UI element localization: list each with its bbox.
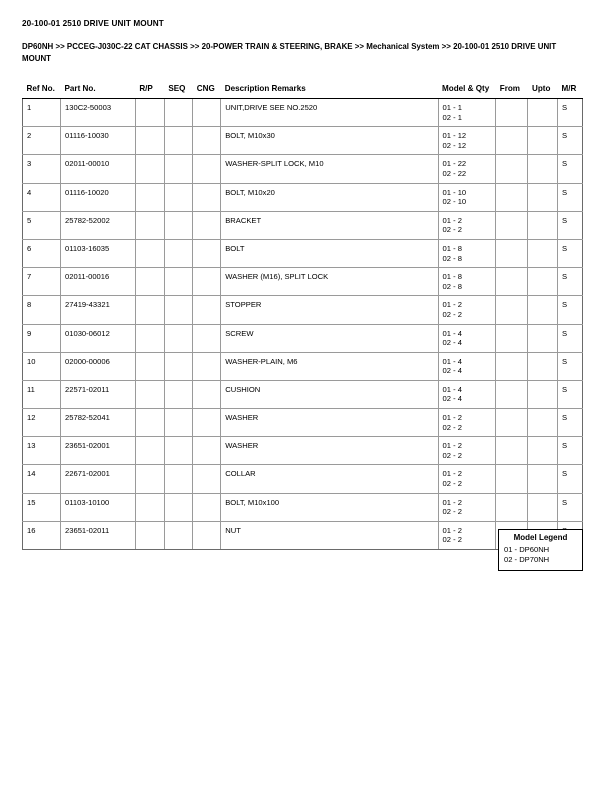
cell-mr: S [558, 409, 583, 437]
cell-ref-no: 16 [23, 521, 61, 549]
model-qty-line: 01 - 2 [442, 441, 462, 451]
cell-model-qty [438, 493, 496, 521]
cell-part-no: 25782-52002 [61, 211, 136, 239]
cell-cng [193, 239, 221, 267]
cell-rp [135, 268, 164, 296]
cell-rp [135, 437, 164, 465]
cell-from [496, 465, 528, 493]
cell-description: CUSHION [221, 380, 438, 408]
model-qty-line: 02 - 1 [442, 112, 462, 122]
cell-upto [528, 324, 558, 352]
cell-mr: S [558, 183, 583, 211]
cell-ref-no: 10 [23, 352, 61, 380]
cell-cng [193, 183, 221, 211]
cell-part-no: 130C2-50003 [61, 99, 136, 127]
cell-mr: S [558, 99, 583, 127]
cell-upto [528, 352, 558, 380]
cell-rp [135, 296, 164, 324]
cell-seq [164, 493, 192, 521]
cell-mr: S [558, 268, 583, 296]
cell-from [496, 324, 528, 352]
cell-from [496, 155, 528, 183]
cell-seq [164, 380, 192, 408]
cell-ref-no: 13 [23, 437, 61, 465]
cell-rp [135, 239, 164, 267]
cell-from [496, 409, 528, 437]
cell-ref-no: 14 [23, 465, 61, 493]
cell-seq [164, 211, 192, 239]
cell-ref-no: 2 [23, 127, 61, 155]
cell-mr: S [558, 239, 583, 267]
cell-ref-no: 5 [23, 211, 61, 239]
cell-from [496, 239, 528, 267]
table-row[interactable] [23, 239, 583, 267]
cell-cng [193, 465, 221, 493]
table-row[interactable] [23, 296, 583, 324]
model-qty-line: 01 - 2 [442, 469, 462, 479]
cell-model-qty [438, 155, 496, 183]
cell-from [496, 127, 528, 155]
column-header-cng: CNG [193, 84, 221, 99]
cell-upto [528, 127, 558, 155]
cell-description: WASHER [221, 409, 438, 437]
cell-from [496, 99, 528, 127]
model-qty-line: 01 - 12 [442, 131, 467, 141]
cell-description: NUT [221, 521, 438, 549]
cell-model-qty [438, 521, 496, 549]
cell-upto [528, 268, 558, 296]
cell-part-no: 01116-10020 [61, 183, 136, 211]
cell-description: WASHER-PLAIN, M6 [221, 352, 438, 380]
cell-rp [135, 465, 164, 493]
table-row[interactable] [23, 99, 583, 127]
cell-cng [193, 296, 221, 324]
cell-cng [193, 268, 221, 296]
cell-cng [193, 352, 221, 380]
model-qty-line: 02 - 12 [442, 140, 467, 150]
cell-upto [528, 465, 558, 493]
table-header-row [23, 84, 583, 99]
cell-ref-no: 9 [23, 324, 61, 352]
cell-ref-no: 7 [23, 268, 61, 296]
cell-model-qty [438, 409, 496, 437]
cell-ref-no: 8 [23, 296, 61, 324]
cell-upto [528, 155, 558, 183]
cell-upto [528, 99, 558, 127]
model-legend-entry: 02 - DP70NH [504, 555, 550, 564]
model-qty-line: 02 - 2 [442, 225, 462, 235]
table-row[interactable] [23, 409, 583, 437]
cell-upto [528, 211, 558, 239]
cell-model-qty [438, 465, 496, 493]
column-header-from: From [496, 84, 528, 99]
cell-cng [193, 155, 221, 183]
table-row[interactable] [23, 155, 583, 183]
cell-from [496, 493, 528, 521]
cell-from [496, 352, 528, 380]
table-row[interactable] [23, 352, 583, 380]
cell-ref-no: 15 [23, 493, 61, 521]
table-row[interactable] [23, 127, 583, 155]
model-qty-line: 02 - 2 [442, 507, 462, 517]
page-title: 20-100-01 2510 DRIVE UNIT MOUNT [22, 19, 164, 28]
cell-part-no: 01116-10030 [61, 127, 136, 155]
cell-description: BOLT [221, 239, 438, 267]
model-qty-line: 02 - 2 [442, 309, 462, 319]
cell-part-no: 01103-16035 [61, 239, 136, 267]
cell-upto [528, 493, 558, 521]
cell-cng [193, 380, 221, 408]
cell-model-qty [438, 437, 496, 465]
cell-upto [528, 409, 558, 437]
model-qty-line: 01 - 10 [442, 187, 467, 197]
cell-mr: S [558, 296, 583, 324]
cell-rp [135, 521, 164, 549]
column-header-mr: M/R [558, 84, 583, 99]
cell-upto [528, 380, 558, 408]
cell-from [496, 183, 528, 211]
cell-part-no: 02000-00006 [61, 352, 136, 380]
cell-from [496, 268, 528, 296]
cell-seq [164, 268, 192, 296]
cell-seq [164, 239, 192, 267]
cell-rp [135, 155, 164, 183]
cell-seq [164, 409, 192, 437]
cell-cng [193, 409, 221, 437]
cell-seq [164, 155, 192, 183]
table-row[interactable] [23, 465, 583, 493]
model-qty-line: 01 - 2 [442, 300, 462, 310]
cell-rp [135, 409, 164, 437]
cell-from [496, 437, 528, 465]
cell-rp [135, 380, 164, 408]
column-header-upto: Upto [528, 84, 558, 99]
cell-seq [164, 324, 192, 352]
cell-cng [193, 127, 221, 155]
table-row[interactable] [23, 183, 583, 211]
cell-rp [135, 211, 164, 239]
cell-description: BOLT, M10x30 [221, 127, 438, 155]
cell-part-no: 22671-02001 [61, 465, 136, 493]
model-qty-line: 01 - 4 [442, 356, 462, 366]
cell-part-no: 25782-52041 [61, 409, 136, 437]
model-legend-title: Model Legend [513, 533, 568, 542]
table-row[interactable] [23, 324, 583, 352]
model-qty-line: 02 - 8 [442, 281, 462, 291]
cell-model-qty [438, 183, 496, 211]
cell-rp [135, 324, 164, 352]
model-qty-line: 02 - 4 [442, 394, 462, 404]
cell-cng [193, 437, 221, 465]
model-qty-line: 02 - 2 [442, 450, 462, 460]
cell-part-no: 01030-06012 [61, 324, 136, 352]
cell-from [496, 211, 528, 239]
model-qty-line: 02 - 2 [442, 422, 462, 432]
cell-part-no: 02011-00010 [61, 155, 136, 183]
column-header-seq: SEQ [164, 84, 192, 99]
cell-model-qty [438, 296, 496, 324]
model-qty-line: 01 - 4 [442, 328, 462, 338]
model-qty-line: 02 - 10 [442, 197, 467, 207]
cell-part-no: 23651-02001 [61, 437, 136, 465]
cell-cng [193, 211, 221, 239]
cell-mr: S [558, 211, 583, 239]
cell-model-qty [438, 324, 496, 352]
model-qty-line: 02 - 2 [442, 535, 462, 545]
column-header-description: Description Remarks [221, 84, 438, 99]
cell-seq [164, 352, 192, 380]
table-row[interactable] [23, 211, 583, 239]
cell-model-qty [438, 268, 496, 296]
parts-table-header [23, 84, 583, 99]
breadcrumb: DP60NH >> PCCEG-J030C-22 CAT CHASSIS >> 20-POWER TRAIN & STEERING, BRAKE >> Mechanical System >> 20-100-01 2510 DRIVE UNIT MOUNT [22, 42, 557, 63]
cell-description: BOLT, M10x20 [221, 183, 438, 211]
cell-ref-no: 1 [23, 99, 61, 127]
cell-ref-no: 11 [23, 380, 61, 408]
cell-description: UNIT,DRIVE SEE NO.2520 [221, 99, 438, 127]
cell-description: BRACKET [221, 211, 438, 239]
model-qty-line: 01 - 2 [442, 525, 462, 535]
cell-mr: S [558, 352, 583, 380]
cell-mr: S [558, 493, 583, 521]
cell-model-qty [438, 239, 496, 267]
cell-mr: S [558, 437, 583, 465]
cell-seq [164, 183, 192, 211]
cell-model-qty [438, 99, 496, 127]
cell-description: STOPPER [221, 296, 438, 324]
cell-rp [135, 183, 164, 211]
column-header-model-qty: Model & Qty [438, 84, 496, 99]
cell-rp [135, 352, 164, 380]
cell-mr: S [558, 155, 583, 183]
cell-upto [528, 183, 558, 211]
model-qty-line: 02 - 8 [442, 253, 462, 263]
cell-ref-no: 12 [23, 409, 61, 437]
cell-from [496, 380, 528, 408]
model-qty-line: 02 - 2 [442, 479, 462, 489]
cell-mr: S [558, 465, 583, 493]
table-row[interactable] [23, 268, 583, 296]
cell-cng [193, 493, 221, 521]
model-qty-line: 01 - 2 [442, 215, 462, 225]
table-row[interactable] [23, 493, 583, 521]
cell-description: COLLAR [221, 465, 438, 493]
cell-model-qty [438, 211, 496, 239]
cell-cng [193, 99, 221, 127]
cell-upto [528, 437, 558, 465]
model-qty-line: 02 - 22 [442, 168, 467, 178]
cell-part-no: 02011-00016 [61, 268, 136, 296]
cell-cng [193, 324, 221, 352]
model-qty-line: 01 - 22 [442, 159, 467, 169]
model-qty-line: 01 - 2 [442, 413, 462, 423]
cell-ref-no: 4 [23, 183, 61, 211]
cell-description: WASHER-SPLIT LOCK, M10 [221, 155, 438, 183]
cell-part-no: 01103-10100 [61, 493, 136, 521]
cell-ref-no: 6 [23, 239, 61, 267]
parts-table [22, 84, 583, 550]
model-qty-line: 01 - 4 [442, 384, 462, 394]
cell-seq [164, 437, 192, 465]
column-header-part-no: Part No. [61, 84, 136, 99]
model-legend-entry: 01 - DP60NH [504, 544, 550, 554]
table-row[interactable] [23, 437, 583, 465]
table-row[interactable] [23, 380, 583, 408]
cell-seq [164, 296, 192, 324]
parts-table-body [23, 99, 583, 550]
model-qty-line: 01 - 1 [442, 103, 462, 112]
cell-model-qty [438, 127, 496, 155]
model-qty-line: 01 - 8 [442, 243, 462, 253]
model-qty-line: 01 - 2 [442, 497, 462, 507]
cell-cng [193, 521, 221, 549]
cell-ref-no: 3 [23, 155, 61, 183]
cell-seq [164, 127, 192, 155]
cell-rp [135, 493, 164, 521]
cell-seq [164, 99, 192, 127]
model-legend [498, 529, 583, 571]
model-qty-line: 02 - 4 [442, 366, 462, 376]
cell-rp [135, 99, 164, 127]
cell-mr: S [558, 127, 583, 155]
cell-model-qty [438, 352, 496, 380]
cell-part-no: 23651-02011 [61, 521, 136, 549]
column-header-ref-no: Ref No. [23, 84, 61, 99]
column-header-rp: R/P [135, 84, 164, 99]
cell-mr: S [558, 324, 583, 352]
cell-description: BOLT, M10x100 [221, 493, 438, 521]
cell-description: SCREW [221, 324, 438, 352]
cell-part-no: 27419-43321 [61, 296, 136, 324]
cell-description: WASHER (M16), SPLIT LOCK [221, 268, 438, 296]
cell-part-no: 22571-02011 [61, 380, 136, 408]
cell-rp [135, 127, 164, 155]
cell-from [496, 296, 528, 324]
cell-mr: S [558, 380, 583, 408]
model-qty-line: 02 - 4 [442, 338, 462, 348]
cell-seq [164, 521, 192, 549]
cell-description: WASHER [221, 437, 438, 465]
cell-model-qty [438, 380, 496, 408]
model-qty-line: 01 - 8 [442, 272, 462, 282]
cell-upto [528, 296, 558, 324]
cell-upto [528, 239, 558, 267]
cell-seq [164, 465, 192, 493]
